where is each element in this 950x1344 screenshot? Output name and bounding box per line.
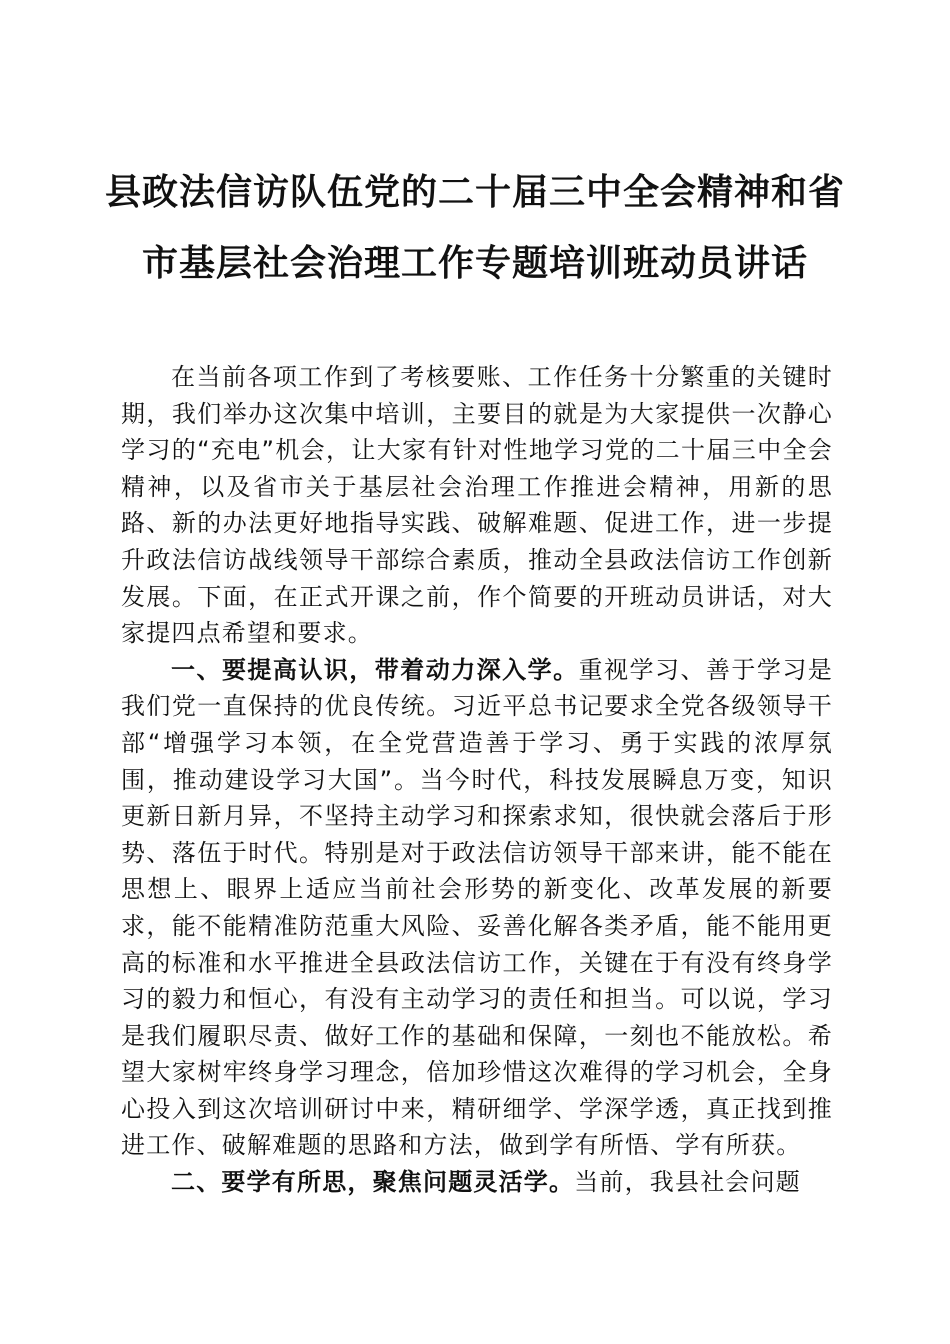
section-heading-2: 二、要学有所思，聚焦问题灵活学。 — [171, 1168, 575, 1197]
document-body — [121, 359, 833, 1201]
paragraph-text: 当前，我县社会问题 — [574, 1168, 802, 1197]
section-heading-1: 一、要提高认识，带着动力深入学。 — [171, 655, 579, 684]
paragraph-section-1 — [121, 652, 833, 1164]
paragraph-text: 在当前各项工作到了考核要账、工作任务十分繁重的关键时期，我们举办这次集中培训，主要目的就是为大家提供一次静心学习的“充电”机会，让大家有针对性地学习党的二十届三中全会精神，以及省市关于基层社会治理工作推进会精神，用新的思路、新的办法更好地指导实践、破解难题、促进工作，进一步提升政法信访战线领导干部综合素质，推动全县政法信访工作创新发展。下面，在正式开课之前，作个简要的开班动员讲话，对大家提四点希望和要求。 — [121, 363, 833, 648]
paragraph-intro — [121, 359, 833, 652]
paragraph-section-2 — [121, 1164, 833, 1201]
document-title-line-2: 市基层社会治理工作专题培训班动员讲话 — [141, 242, 808, 284]
document-title-line-1: 县政法信访队伍党的二十届三中全会精神和省 — [104, 171, 845, 213]
paragraph-text: 重视学习、善于学习是我们党一直保持的优良传统。习近平总书记要求全党各级领导干部“增强学习本领，在全党营造善于学习、勇于实践的浓厚氛围，推动建设学习大国”。当今时代，科技发展瞬息万变，知识更新日新月异，不坚持主动学习和探索求知，很快就会落后于形势、落伍于时代。特别是对于政法信访领导干部来讲，能不能在思想上、眼界上适应当前社会形势的新变化、改革发展的新要求，能不能精准防范重大风险、妥善化解各类矛盾，能不能用更高的标准和水平推进全县政法信访工作，关键在于有没有终身学习的毅力和恒心，有没有主动学习的责任和担当。可以说，学习是我们履职尽责、做好工作的基础和保障，一刻也不能放松。希望大家树牢终身学习理念，倍加珍惜这次难得的学习机会，全身心投入到这次培训研讨中来，精研细学、学深学透，真正找到推进工作、破解难题的思路和方法，做到学有所悟、学有所获。 — [121, 655, 834, 1160]
